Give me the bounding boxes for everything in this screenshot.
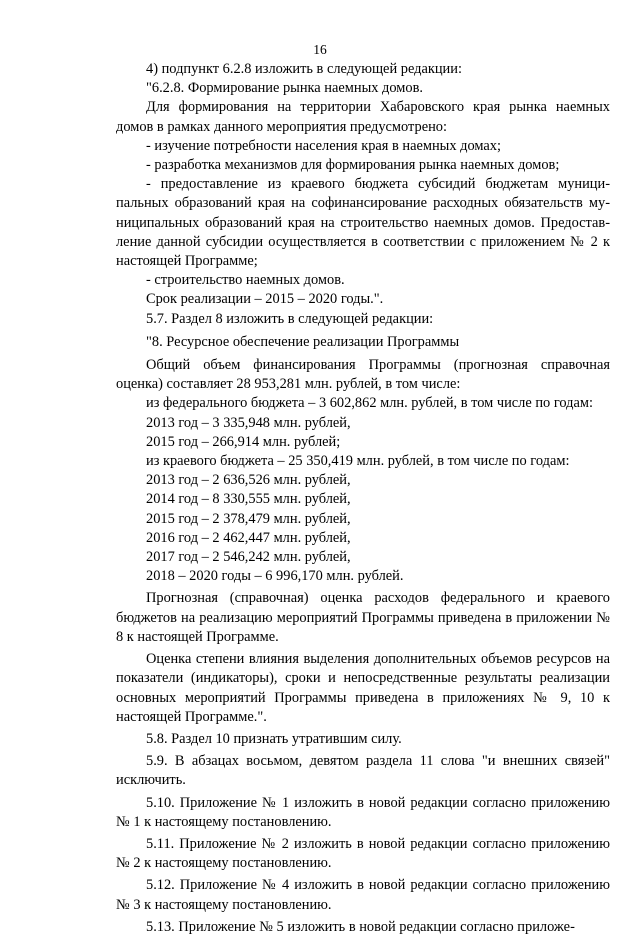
paragraph: Прогнозная (справочная) оценка расходов федерального и краевого бюджетов на реализацию мероприятий Программы приведена в приложении № 8 к настоящей Программе. xyxy=(116,590,610,645)
paragraph: 5.12. Приложение № 4 изложить в новой редакции согласно приложению № 3 к настоящему постановлению. xyxy=(116,877,610,913)
paragraph: 4) подпункт 6.2.8 изложить в следующей редакции: xyxy=(146,61,462,77)
paragraph: 5.8. Раздел 10 признать утратившим силу. xyxy=(146,730,402,747)
paragraph: Срок реализации – 2015 – 2020 годы.". xyxy=(146,291,384,308)
list-item: - предоставление из краевого бюджета субсидий бюджетам муниципальных образований края на софинансирование расходных обязательств муниципальных образований края на строительство наемных домов. Предоставление данной субсидии осуществляется в соответствии с приложением № 2 к настоящей Программе; xyxy=(116,176,610,270)
list-item: 2014 год – 8 330,555 млн. рублей, xyxy=(146,491,351,508)
section-heading: "8. Ресурсное обеспечение реализации Программы xyxy=(146,333,460,350)
paragraph: из краевого бюджета – 25 350,419 млн. рублей, в том числе по годам: xyxy=(146,453,570,470)
paragraph: из федерального бюджета – 3 602,862 млн. рублей, в том числе по годам: xyxy=(146,395,593,412)
list-item: 2017 год – 2 546,242 млн. рублей, xyxy=(146,549,351,566)
paragraph: Общий объем финансирования Программы (прогнозная справочная оценка) составляет 28 953,281 млн. рублей, в том числе: xyxy=(116,357,610,393)
list-item: 2015 год – 2 378,479 млн. рублей, xyxy=(146,510,351,527)
paragraph: 5.7. Раздел 8 изложить в следующей редакции: xyxy=(146,310,434,327)
paragraph: "6.2.8. Формирование рынка наемных домов. xyxy=(146,80,423,97)
paragraph: Для формирования на территории Хабаровского края рынка наемных домов в рамках данного мероприятия предусмотрено: xyxy=(116,99,610,135)
list-item: - строительство наемных домов. xyxy=(146,272,345,289)
paragraph: 5.9. В абзацах восьмом, девятом раздела 11 слова "и внешних связей" исключить. xyxy=(116,753,610,789)
list-item: 2016 год – 2 462,447 млн. рублей, xyxy=(146,529,351,546)
list-item: 2013 год – 2 636,526 млн. рублей, xyxy=(146,472,351,489)
list-item: 2015 год – 266,914 млн. рублей; xyxy=(146,433,341,450)
document-body xyxy=(116,60,610,937)
paragraph: 5.10. Приложение № 1 изложить в новой редакции согласно приложению № 1 к настоящему постановлению. xyxy=(116,794,610,830)
page-number: 16 xyxy=(313,42,327,57)
paragraph: 5.13. Приложение № 5 изложить в новой редакции согласно приложе- xyxy=(146,918,575,935)
paragraph: Оценка степени влияния выделения дополнительных объемов ресурсов на показатели (индикаторы), сроки и непосредственные результаты реализации основных мероприятий Программы приведена в приложениях № 9, 10 к настоящей Программе.". xyxy=(116,651,610,725)
list-item: - разработка механизмов для формирования рынка наемных домов; xyxy=(146,157,560,174)
list-item: 2018 – 2020 годы – 6 996,170 млн. рублей. xyxy=(146,568,404,585)
paragraph: 5.11. Приложение № 2 изложить в новой редакции согласно приложению № 2 к настоящему постановлению. xyxy=(116,835,610,872)
list-item: - изучение потребности населения края в наемных домах; xyxy=(146,137,501,154)
list-item: 2013 год – 3 335,948 млн. рублей, xyxy=(146,414,351,431)
